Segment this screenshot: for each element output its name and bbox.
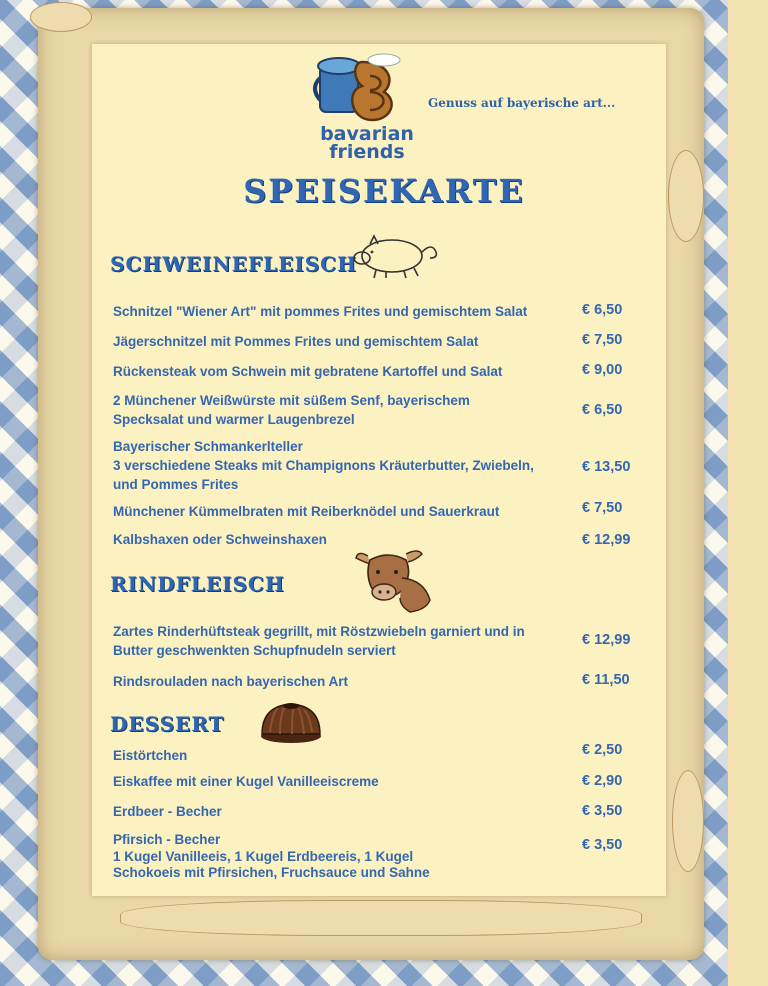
menu-item-name: 2 Münchener Weißwürste mit süßem Senf, bayerischem Specksalat und warmer Laugenbrezel bbox=[113, 393, 470, 427]
section-heading-rindfleisch: RINDFLEISCH bbox=[110, 572, 285, 596]
menu-item-price: € 12,99 bbox=[582, 532, 631, 548]
menu-item-name: Zartes Rinderhüftsteak gegrillt, mit Röstzwiebeln garniert und in Butter geschwenkten Schupfnudeln serviert bbox=[113, 624, 525, 658]
menu-item-name: Erdbeer - Becher bbox=[113, 804, 222, 819]
menu-item-name: Bayerischer Schmankerlteller 3 verschiedene Steaks mit Champignons Kräuterbutter, Zwiebeln, und Pommes Frites bbox=[113, 439, 534, 492]
menu-item-name: Jägerschnitzel mit Pommes Frites und gemischtem Salat bbox=[113, 334, 479, 349]
menu-item-name: Eiskaffee mit einer Kugel Vanilleeiscreme bbox=[113, 774, 379, 789]
menu-item-price: € 2,90 bbox=[582, 773, 623, 789]
cow-icon bbox=[354, 548, 434, 614]
menu-item-price: € 12,99 bbox=[582, 632, 631, 648]
scroll-curl-bottom bbox=[120, 900, 642, 936]
menu-item-price: € 6,50 bbox=[582, 302, 623, 318]
menu-item-price: € 3,50 bbox=[582, 837, 623, 853]
parchment-right-strip bbox=[728, 0, 768, 986]
menu-item-price: € 6,50 bbox=[582, 402, 623, 418]
menu-item-name: Eistörtchen bbox=[113, 748, 188, 763]
bavarian-friends-logo bbox=[312, 52, 422, 167]
page-title: SPEISEKARTE bbox=[243, 172, 525, 210]
menu-item-price: € 13,50 bbox=[582, 459, 631, 475]
menu-item-name: Rückensteak vom Schwein mit gebratene Kartoffel und Salat bbox=[113, 364, 503, 379]
scroll-curl-right-lower bbox=[672, 770, 704, 872]
menu-item-name: Kalbshaxen oder Schweinshaxen bbox=[113, 532, 327, 547]
brand-line1: bavarian bbox=[320, 123, 414, 145]
menu-item-price: € 7,50 bbox=[582, 332, 623, 348]
menu-item-name: Pfirsich - Becher 1 Kugel Vanilleeis, 1 Kugel Erdbeereis, 1 Kugel Schokoeis mit Pfirsichen, Fruchsauce und Sahne bbox=[113, 832, 430, 880]
tagline: Genuss auf bayerische art... bbox=[428, 96, 616, 110]
menu-item-price: € 11,50 bbox=[582, 672, 630, 688]
brand-line2: friends bbox=[329, 141, 405, 163]
bundt-cake-icon bbox=[258, 698, 324, 744]
pig-icon bbox=[350, 228, 442, 280]
menu-item-name: Münchener Kümmelbraten mit Reiberknödel und Sauerkraut bbox=[113, 504, 500, 519]
menu-item-price: € 7,50 bbox=[582, 500, 623, 516]
menu-item-name: Rindsrouladen nach bayerischen Art bbox=[113, 674, 349, 689]
menu-item-price: € 2,50 bbox=[582, 742, 623, 758]
section-heading-dessert: DESSERT bbox=[110, 712, 225, 736]
menu-item-price: € 3,50 bbox=[582, 803, 623, 819]
menu-item-name: Schnitzel "Wiener Art" mit pommes Frites und gemischtem Salat bbox=[113, 304, 528, 319]
menu-item-price: € 9,00 bbox=[582, 362, 623, 378]
scroll-curl-top-left bbox=[30, 2, 92, 32]
section-heading-schweinefleisch: SCHWEINEFLEISCH bbox=[110, 252, 357, 276]
